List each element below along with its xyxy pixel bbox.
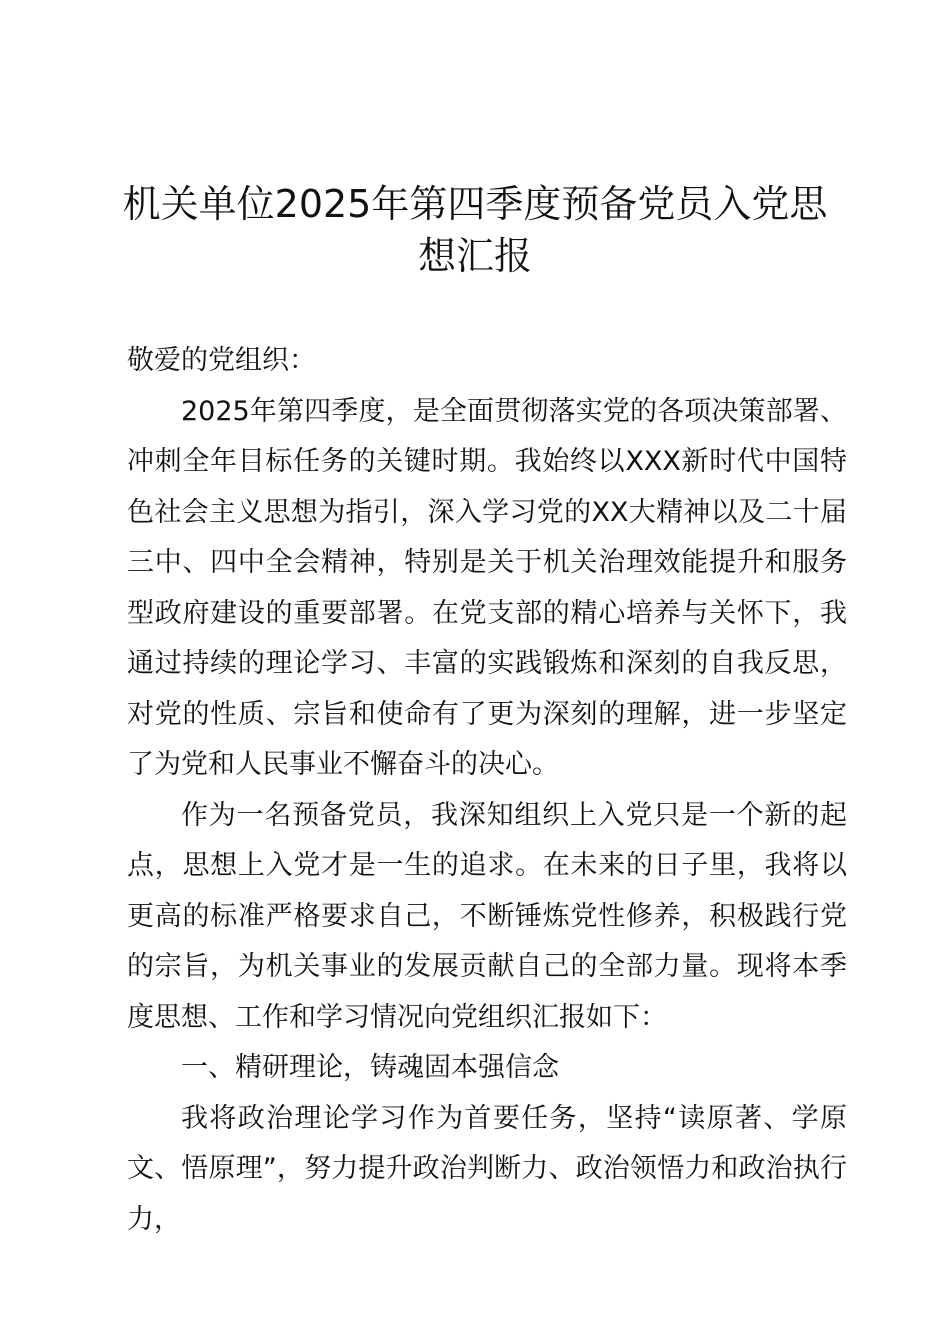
- section-heading: 一、精研理论，铸魂固本强信念: [181, 1052, 559, 1083]
- paragraph-theory-study: 我将政治理论学习作为首要任务，坚持“读原著、学原文、悟原理”，努力提升政治判断力、政治领悟力和政治执行力，: [127, 1102, 847, 1235]
- paragraph-commitment: 作为一名预备党员，我深知组织上入党只是一个新的起点，思想上入党才是一生的追求。在未来的日子里，我将以更高的标准严格要求自己，不断锤炼党性修养，积极践行党的宗旨，为机关事业的发展贡献自己的全部力量。现将本季度思想、工作和学习情况向党组织汇报如下：: [127, 799, 847, 1033]
- document-body: [127, 336, 847, 1245]
- salutation: 敬爱的党组织：: [127, 345, 316, 376]
- document-title: 机关单位2025年第四季度预备党员入党思想汇报: [122, 182, 828, 278]
- paragraph-intro: 2025年第四季度，是全面贯彻落实党的各项决策部署、冲刺全年目标任务的关键时期。我始终以XXX新时代中国特色社会主义思想为指引，深入学习党的XX大精神以及二十届三中、四中全会精神，特别是关于机关治理效能提升和服务型政府建设的重要部署。在党支部的精心培养与关怀下，我通过持续的理论学习、丰富的实践锻炼和深刻的自我反思，对党的性质、宗旨和使命有了更为深刻的理解，进一步坚定了为党和人民事业不懈奋斗的决心。: [127, 395, 847, 780]
